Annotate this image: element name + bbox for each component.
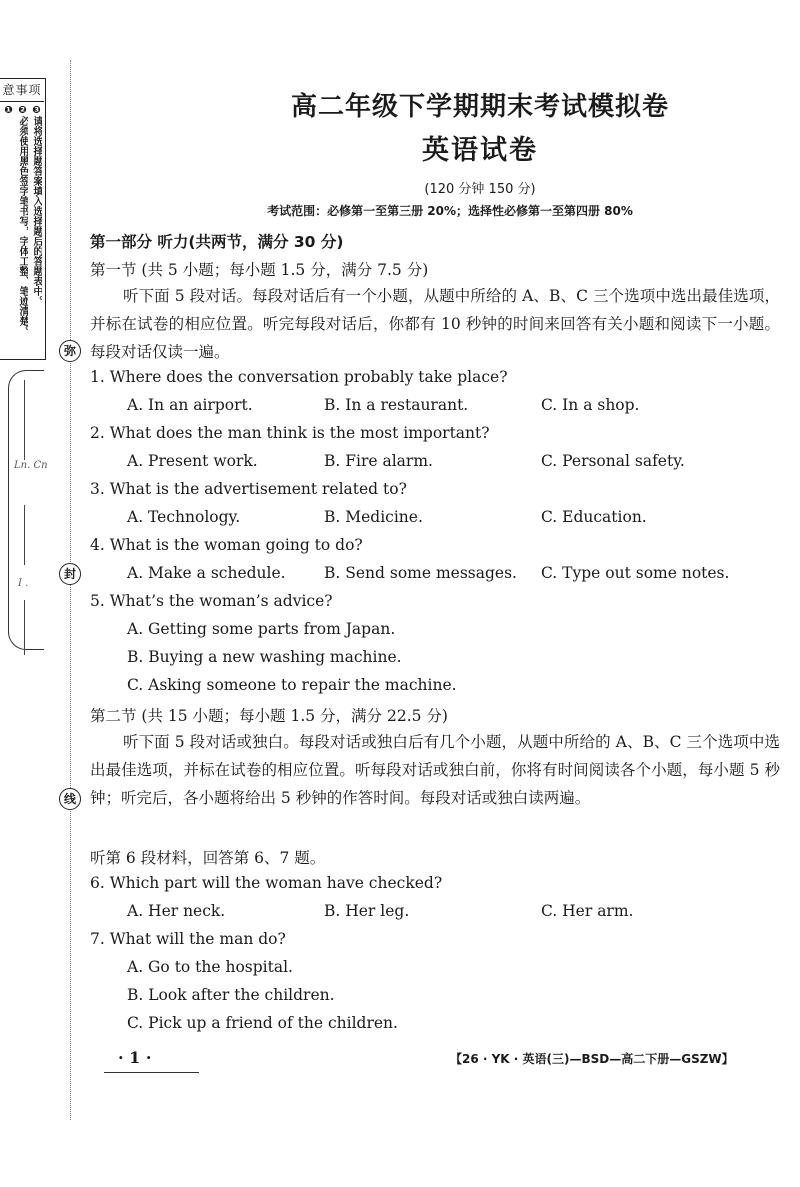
option-b: B. In a restaurant. (324, 396, 469, 414)
part-heading: 第一部分 听力(共两节，满分 30 分) (90, 233, 344, 251)
option-b: B. Send some messages. (324, 564, 517, 582)
option-a: A. Go to the hospital. (127, 958, 293, 976)
option-c: C. Education. (541, 508, 647, 526)
exam-title: 高二年级下学期期末考试模拟卷 (290, 92, 669, 122)
exam-scope: 考试范围：必修第一至第三册 20%；选择性必修第一至第四册 80% (267, 204, 633, 218)
exam-code: 【26 · YK · 英语(三)—BSD—高二下册—GSZW】 (450, 1052, 734, 1066)
option-b: B. Her leg. (324, 902, 410, 920)
material-note: 听第 6 段材料，回答第 6、7 题。 (90, 849, 326, 867)
question-stem: 6. Which part will the woman have checked? (90, 874, 443, 892)
option-a: A. Present work. (127, 452, 258, 470)
margin-line (24, 600, 25, 655)
section-instructions: 听下面 5 段对话。每段对话后有一个小题，从题中所给的 A、B、C 三个选项中选出最佳选项，并标在试卷的相应位置。听完每段对话后，你都有 10 秒钟的时间来回答有关小题和阅读下一小题。每段对话仅读一遍。 (90, 287, 780, 361)
option-a: A. Getting some parts from Japan. (127, 620, 396, 638)
footer-rule (104, 1072, 199, 1073)
notice-item-3: ❸请将选择题答案填入选择题后的答题表中。 (31, 105, 42, 306)
section-instructions: 听下面 5 段对话或独白。每段对话或独白后有几个小题，从题中所给的 A、B、C 三个选项中选出最佳选项，并标在试卷的相应位置。听每段对话或独白前，你将有时间阅读各个小题，每小题 5 秒钟；听完后，各小题将给出 5 秒钟的作答时间。每段对话或独白读两遍。 (90, 733, 780, 807)
notice-header: 意事项 (0, 79, 44, 102)
seal-mark: 线 (59, 788, 81, 810)
option-c: C. Pick up a friend of the children. (127, 1014, 398, 1032)
margin-line (24, 380, 25, 460)
notice-box (0, 78, 46, 360)
exam-subject: 英语试卷 (422, 135, 538, 166)
section-heading: 第二节 (共 15 小题；每小题 1.5 分，满分 22.5 分) (90, 707, 448, 725)
question-stem: 3. What is the advertisement related to? (90, 480, 407, 498)
option-a: A. Her neck. (127, 902, 226, 920)
section-heading: 第一节 (共 5 小题；每小题 1.5 分，满分 7.5 分) (90, 261, 429, 279)
question-stem: 7. What will the man do? (90, 930, 286, 948)
seal-dotted-line (70, 60, 71, 1120)
seal-mark: 弥 (59, 340, 81, 362)
question-stem: 2. What does the man think is the most important? (90, 424, 490, 442)
page-number: · 1 · (118, 1048, 152, 1067)
option-b: B. Medicine. (324, 508, 423, 526)
option-a: A. Technology. (127, 508, 241, 526)
exam-time-score: (120 分钟 150 分) (424, 182, 536, 197)
option-c: C. Her arm. (541, 902, 634, 920)
question-stem: 1. Where does the conversation probably take place? (90, 368, 508, 386)
margin-scribble: Ln. Cn (14, 460, 48, 471)
margin-scribble: I . (18, 578, 29, 589)
seal-mark: 封 (59, 563, 81, 585)
margin-line (24, 505, 25, 565)
option-c: C. Type out some notes. (541, 564, 730, 582)
binding-bracket (8, 370, 44, 650)
option-a: A. In an airport. (127, 396, 253, 414)
notice-item-2: ❷必须使用黑色签字笔书写，字体工整、笔迹清楚。 (17, 105, 28, 336)
question-stem: 4. What is the woman going to do? (90, 536, 363, 554)
question-stem: 5. What’s the woman’s advice? (90, 592, 333, 610)
option-c: C. Asking someone to repair the machine. (127, 676, 457, 694)
option-b: B. Look after the children. (127, 986, 335, 1004)
option-c: C. In a shop. (541, 396, 640, 414)
notice-item-1: ❶ (3, 105, 14, 116)
option-a: A. Make a schedule. (127, 564, 286, 582)
option-c: C. Personal safety. (541, 452, 685, 470)
option-b: B. Fire alarm. (324, 452, 433, 470)
option-b: B. Buying a new washing machine. (127, 648, 402, 666)
